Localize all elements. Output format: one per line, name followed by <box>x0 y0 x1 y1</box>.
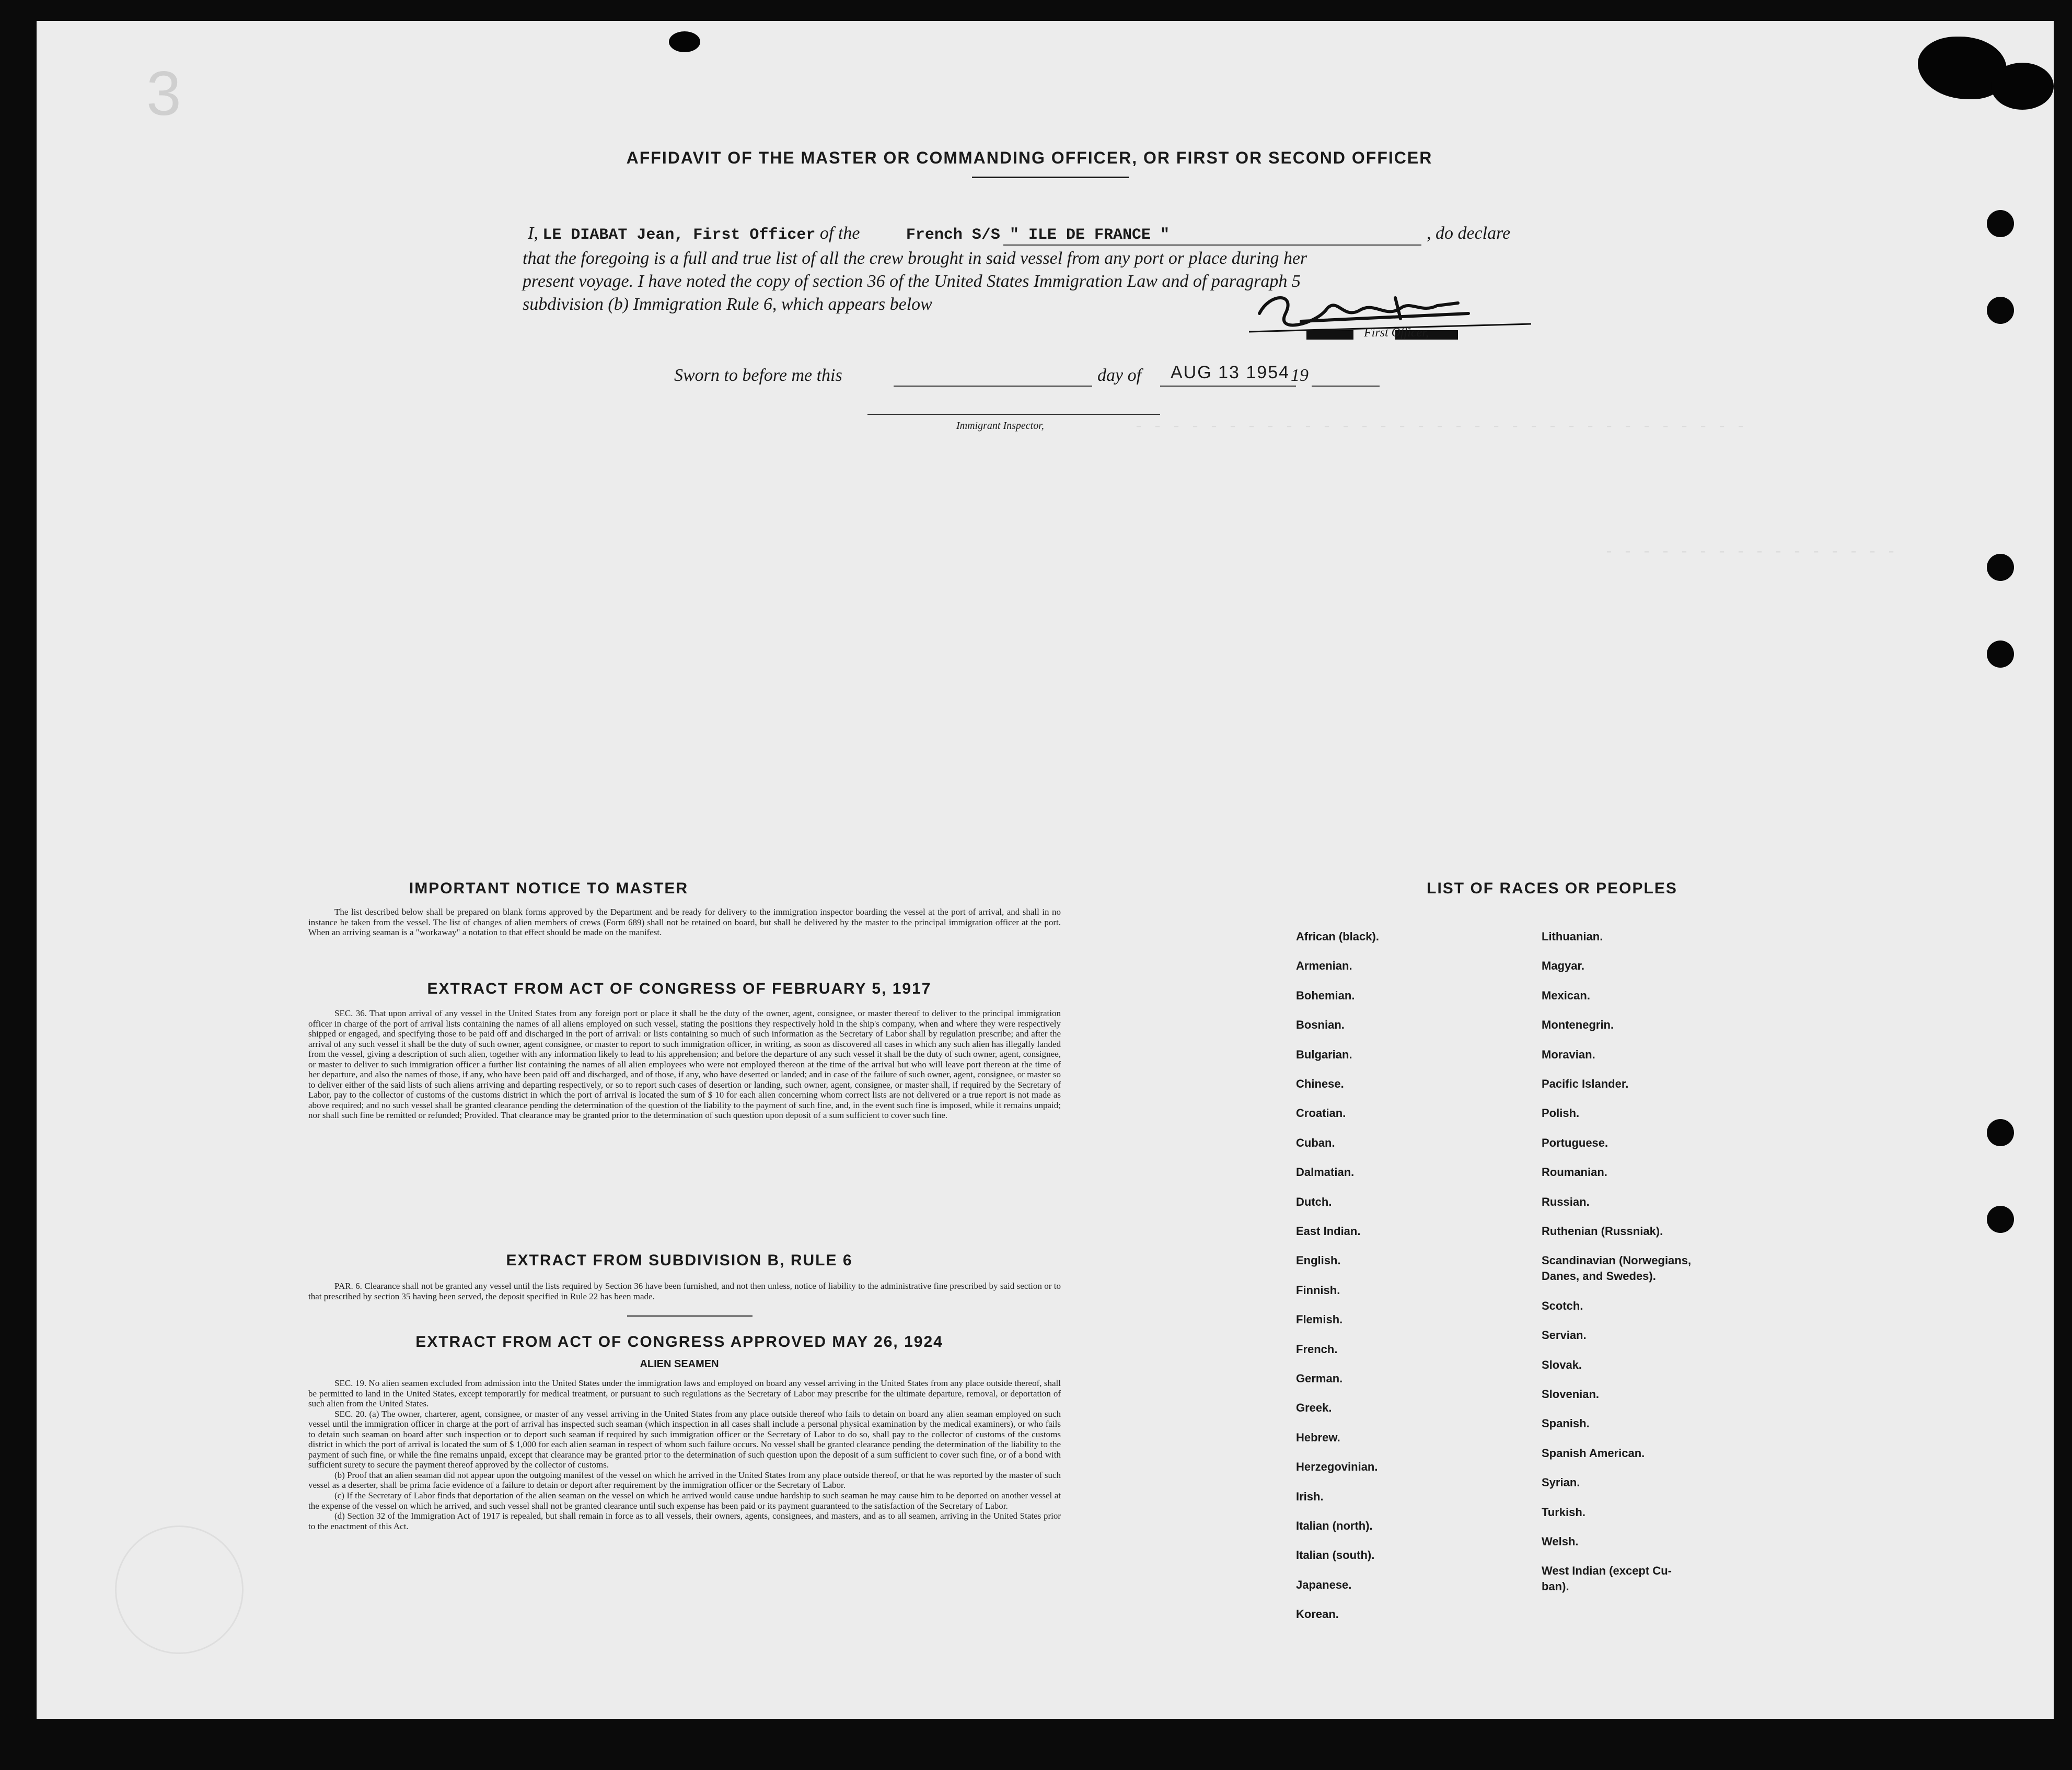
punch-hole <box>1987 641 2014 668</box>
notice-text: The list described below shall be prepared on blank forms approved by the Department and be ready for delivery to the immigration inspector boarding the vessel at the port of arrival, and shall in no instance be taken from the vessel. The list of changes of alien members of crews (Form 689) shall not be retained on board, but shall be delivered by the master to the principal immigration officer at the port. When an arriving seaman is a "workaway" a notation to that effect should be made on the manifest. <box>308 907 1061 938</box>
punch-hole <box>1987 1206 2014 1233</box>
race-item: Chinese. <box>1296 1077 1344 1090</box>
vessel-underline <box>1003 244 1421 246</box>
declaration-line-3: present voyage. I have noted the copy of section 36 of the United States Immigration Law and of paragraph 5 <box>523 272 1301 291</box>
notice-title: IMPORTANT NOTICE TO MASTER <box>409 880 689 897</box>
race-item: Scotch. <box>1542 1299 1583 1312</box>
races-title: LIST OF RACES OR PEOPLES <box>1427 880 1677 897</box>
declaration-line-1 <box>528 224 1170 244</box>
race-item: Irish. <box>1296 1489 1324 1503</box>
race-item: Herzegovinian. <box>1296 1460 1378 1474</box>
race-item: Armenian. <box>1296 959 1352 973</box>
notice-text-block <box>308 907 1061 938</box>
race-item: Italian (south). <box>1296 1548 1375 1562</box>
sworn-prefix: Sworn to before me this <box>674 366 842 385</box>
race-item: Servian. <box>1542 1329 1587 1342</box>
race-item: Dutch. <box>1296 1195 1332 1208</box>
extract3-sec20c: (c) If the Secretary of Labor finds that deportation of the alien seaman on the vessel on which he arrived would cause undue hardship to such seaman he may cause him to be deported on another vessel at the expense of the vessel on which he arrived, and such vessel shall not be granted clearance until such expense has been paid or its payment guaranteed to the satisfaction of the Secretary of Labor. <box>308 1490 1061 1511</box>
sworn-date-line <box>1160 386 1296 387</box>
race-item: Turkish. <box>1542 1505 1585 1519</box>
of-the-text: of the <box>819 224 860 243</box>
bleed-through: - - - - - - - - - - - - - - - - - - - - - - - - - - - - - - - - - <box>1134 418 1746 436</box>
race-item: German. <box>1296 1372 1343 1385</box>
extract3-subtitle: ALIEN SEAMEN <box>640 1358 719 1370</box>
extract2-underline <box>627 1315 753 1317</box>
punch-hole <box>1987 1119 2014 1146</box>
race-item: Bulgarian. <box>1296 1047 1352 1061</box>
title-underline <box>972 177 1129 178</box>
extract2-text-block <box>308 1281 1061 1301</box>
extract3-sec20a: SEC. 20. (a) The owner, charterer, agent, consignee, or master of any vessel arriving in the United States from any place outside thereof who fails to detain on board any alien seaman employed on such vessel until the immigration officer in charge at the port of arrival has inspected such seaman (which inspection in all cases shall include a personal physical examination by the medical examiners), or who fails to detain such seaman on board after such inspection or to deport such seaman if required by such immigration officer or the Secretary of Labor to do so, shall pay to the collector of customs of the customs district in which the port of arrival is located the sum of $ 1,000 for each alien seaman in respect of whom such failure occurs. No vessel shall be granted clearance pending the determination of the liability to the payment of such fine, or while the fine remains unpaid, except that clearance may be granted prior to the determination of such question upon the deposit of a sum sufficient to cover such fine, or of a bond with sufficient surety to secure the payment thereof approved by the collector of customs. <box>308 1408 1061 1470</box>
sworn-date-stamp: AUG 13 1954 <box>1171 363 1290 382</box>
race-item: African (black). <box>1296 930 1379 943</box>
race-item: Slovak. <box>1542 1358 1582 1371</box>
bleed-through: - - - - - - - - - - - - - - - - <box>1604 543 1896 561</box>
extract3-sec20b: (b) Proof that an alien seaman did not appear upon the outgoing manifest of the vessel on which he arrived in the United States from any place outside thereof, or that he was reported by the master of such vessel as a deserter, shall be prima facie evidence of a failure to detain or deport after requirement by the immigration officer or the Secretary of Labor. <box>308 1470 1061 1490</box>
race-item: Finnish. <box>1296 1283 1340 1297</box>
signature-label-text: First Officer, <box>1364 326 1429 340</box>
signature-redaction-1 <box>1306 330 1353 340</box>
extract3-sec20d: (d) Section 32 of the Immigration Act of 1917 is repealed, but shall remain in force as to all vessels, their owners, agents, consignees, and masters, and as to all seamen, arriving in the United States prior to the enactment of this Act. <box>308 1511 1061 1531</box>
race-item: Welsh. <box>1542 1535 1579 1548</box>
race-item: Bosnian. <box>1296 1018 1345 1032</box>
vessel-name: French S/S " ILE DE FRANCE " <box>906 226 1170 244</box>
race-item: Russian. <box>1542 1195 1590 1208</box>
race-item: Ruthenian (Russniak). <box>1542 1225 1663 1238</box>
race-item: French. <box>1296 1342 1338 1356</box>
race-item: ban). <box>1542 1580 1569 1593</box>
extract3-sec19: SEC. 19. No alien seamen excluded from admission into the United States under the immigration laws and employed on board any vessel arriving in the United States from any place outside thereof, shall be permitted to land in the United States, except temporarily for medical treatment, or pursuant to such regulations as the Secretary of Labor may prescribe for the ultimate departure, removal, or deportation of such alien from the United States. <box>308 1378 1061 1409</box>
race-item: Spanish. <box>1542 1417 1590 1430</box>
race-item: East Indian. <box>1296 1225 1361 1238</box>
inspector-line <box>867 414 1160 415</box>
declarant-name: LE DIABAT Jean, First Officer <box>542 226 816 244</box>
sworn-year: 19 <box>1291 366 1309 385</box>
race-item: Mexican. <box>1542 988 1590 1002</box>
race-item: Moravian. <box>1542 1047 1595 1061</box>
extract2-text: PAR. 6. Clearance shall not be granted any vessel until the lists required by Section 36 have been furnished, and not then unless, notice of liability to the administrative fine prescribed by said section or to that prescribed by section 35 having been served, the deposit specified in Rule 22 has been made. <box>308 1281 1061 1301</box>
race-item: Bohemian. <box>1296 988 1355 1002</box>
ink-blot <box>669 31 700 52</box>
race-item: Cuban. <box>1296 1136 1335 1149</box>
race-item: Dalmatian. <box>1296 1166 1355 1179</box>
race-item: English. <box>1296 1254 1341 1267</box>
punch-hole <box>1987 554 2014 581</box>
extract3-title: EXTRACT FROM ACT OF CONGRESS APPROVED MAY 26, 1924 <box>415 1333 943 1350</box>
race-item: Roumanian. <box>1542 1166 1607 1179</box>
inspector-label: Immigrant Inspector, <box>956 420 1044 432</box>
ink-blot <box>1991 63 2054 110</box>
race-item: Croatian. <box>1296 1107 1346 1120</box>
race-item: Hebrew. <box>1296 1430 1340 1444</box>
document-sheet <box>37 21 2054 1719</box>
page-number: 3 <box>146 59 181 129</box>
extract1-title: EXTRACT FROM ACT OF CONGRESS OF FEBRUARY 5, 1917 <box>427 980 932 997</box>
race-item: Korean. <box>1296 1608 1339 1621</box>
sworn-day-line <box>894 386 1092 387</box>
race-item: West Indian (except Cu- <box>1542 1564 1672 1578</box>
race-item: Flemish. <box>1296 1313 1343 1326</box>
affidavit-title: AFFIDAVIT OF THE MASTER OR COMMANDING OFFICER, OR FIRST OR SECOND OFFICER <box>626 148 1433 167</box>
race-item: Polish. <box>1542 1107 1580 1120</box>
race-item: Magyar. <box>1542 959 1584 973</box>
declaration-line-2: that the foregoing is a full and true list of all the crew brought in said vessel from any port or place during her <box>523 249 1307 268</box>
race-item: Montenegrin. <box>1542 1018 1614 1032</box>
race-item: Syrian. <box>1542 1476 1580 1489</box>
declarant-prefix: I, <box>528 224 538 243</box>
race-item: Greek. <box>1296 1401 1332 1415</box>
race-item: Danes, and Swedes). <box>1542 1270 1656 1283</box>
signature-label <box>1364 326 1429 340</box>
extract2-title: EXTRACT FROM SUBDIVISION B, RULE 6 <box>506 1252 853 1269</box>
do-declare-text: , do declare <box>1427 224 1511 243</box>
embossed-seal <box>115 1526 244 1654</box>
race-item: Lithuanian. <box>1542 930 1603 943</box>
race-item: Spanish American. <box>1542 1446 1645 1460</box>
race-item: Slovenian. <box>1542 1388 1600 1401</box>
extract3-text-block <box>308 1378 1061 1531</box>
race-item: Japanese. <box>1296 1578 1352 1591</box>
extract1-text-block <box>308 1008 1061 1121</box>
race-item: Italian (north). <box>1296 1519 1373 1532</box>
punch-hole <box>1987 210 2014 237</box>
extract1-text: SEC. 36. That upon arrival of any vessel in the United States from any foreign port or place it shall be the duty of the owner, agent, consignee, or master thereof to deliver to the principal immigration officer in charge of the port of arrival lists containing the names of all aliens employed on such vessel, stating the positions they respectively hold in the ship's company, when and where they were respectively shipped or engaged, and specifying those to be paid off and discharged in the port of arrival: or lists containing so much of such information as the Secretary of Labor shall by regulation prescribe; and after the arrival of any such vessel it shall be the duty of such owner, agent consignee, or master to report to such immigration officer, in writing, as soon as discovered all cases in which any such alien has illegally landed from the vessel, giving a description of such alien, together with any information likely to lead to his apprehension; and before the departure of any such vessel it shall be the duty of such owner, agent, consignee, or master to deliver to such immigration officer a further list containing the names of all alien employees who were not employed thereon at the time of the arrival but who will leave port thereon at the time of her departure, and also the names of those, if any, who have been paid off and discharged, and of those, if any, who have deserted or landed; and in case of the failure of such owner, agent, consignee, or master so to deliver either of the said lists of such aliens arriving and departing respectively, or so to report such cases of desertion or landing, such owner, agent, consignee, or master shall, if required by the Secretary of Labor, pay to the collector of customs of the customs district in which the port of arrival is located the sum of $ 10 for each alien concerning whom correct lists are not delivered or a true report is not made as above required; and no such vessel shall be granted clearance pending the determination of the question of the liability to the payment of such fine, and, in the event such fine is imposed, while it remains unpaid; nor shall such fine be remitted or refunded; Provided. That clearance may be granted prior to the determination of such question upon deposit of a sum sufficient to cover such fine. <box>308 1008 1061 1121</box>
declaration-line-4: subdivision (b) Immigration Rule 6, which appears below <box>523 295 932 314</box>
sworn-year-line <box>1312 386 1380 387</box>
race-item: Scandinavian (Norwegians, <box>1542 1254 1692 1267</box>
punch-hole <box>1987 297 2014 324</box>
sworn-day-of: day of <box>1097 366 1142 385</box>
race-item: Pacific Islander. <box>1542 1077 1629 1090</box>
race-item: Portuguese. <box>1542 1136 1608 1149</box>
